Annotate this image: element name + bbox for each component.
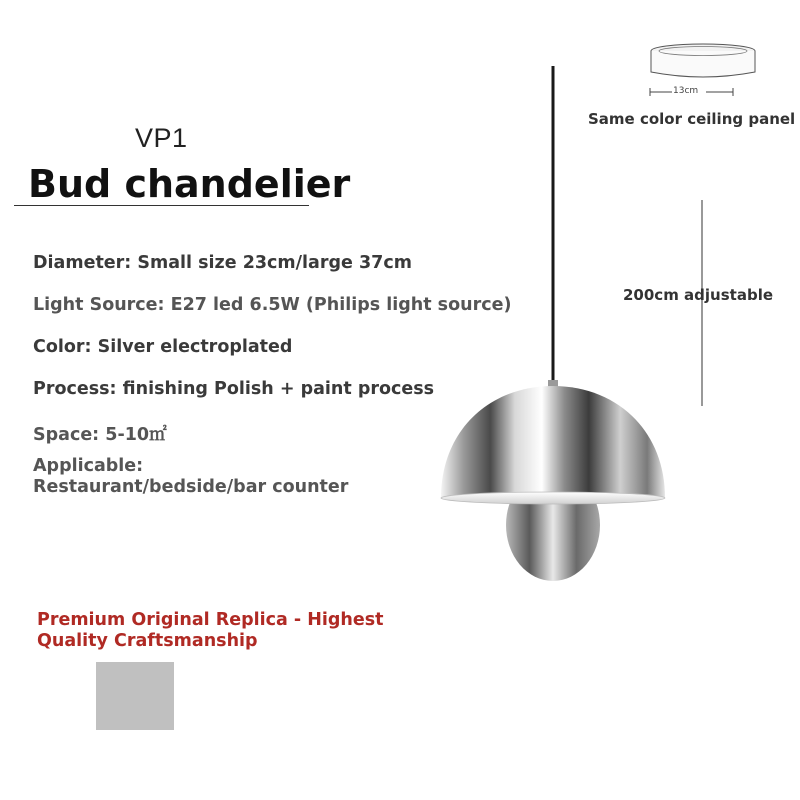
title-underline	[14, 205, 309, 206]
spec-diameter: Diameter: Small size 23cm/large 37cm	[33, 253, 412, 273]
spec-process: Process: finishing Polish + paint process	[33, 379, 435, 399]
lamp-dome	[441, 386, 665, 498]
applicable-label: Applicable:	[33, 456, 144, 476]
color-swatch	[96, 662, 174, 730]
applicable-value: Restaurant/bedside/bar counter	[33, 477, 349, 497]
ceiling-panel-drawing	[650, 44, 755, 96]
spec-light-source: Light Source: E27 led 6.5W (Philips light source)	[33, 295, 512, 315]
ceiling-panel-label: Same color ceiling panel	[588, 110, 796, 128]
quality-note	[37, 610, 384, 652]
spec-space: Space: 5-10㎡	[33, 425, 167, 445]
quality-note-line-1: Premium Original Replica - Highest	[37, 610, 384, 630]
model-code: VP1	[135, 123, 188, 153]
cord-length-label: 200cm adjustable	[623, 286, 774, 304]
product-title: Bud chandelier	[28, 162, 351, 206]
spec-color: Color: Silver electroplated	[33, 337, 293, 357]
quality-note-line-2: Quality Craftsmanship	[37, 631, 258, 651]
panel-dimension-label: 13cm	[673, 86, 699, 96]
spec-applicable	[33, 456, 348, 498]
